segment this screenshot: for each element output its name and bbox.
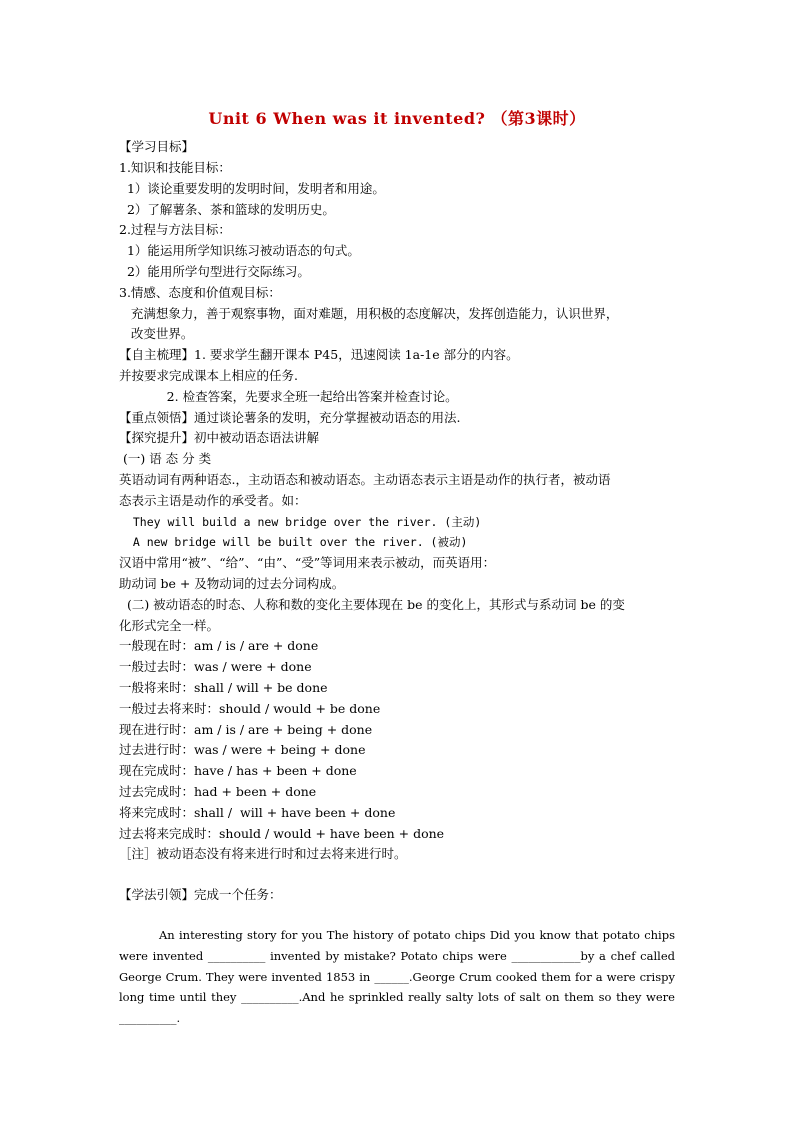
- tense-item: 现在完成时：have / has + been + done: [119, 763, 357, 778]
- key-point: 【重点领悟】通过谈论薯条的发明，充分掌握被动语态的用法.: [119, 410, 461, 425]
- section-heading-goals: 【学习目标】: [119, 139, 195, 154]
- example-passive: A new bridge will be built over the river. (被动): [119, 535, 468, 549]
- tense-item: 过去完成时：had + been + done: [119, 784, 317, 799]
- passage-text: An interesting story for you The history of potato chips Did you know that potato chips were invented __________ invented by mistake? Potato chips were ____________by a chef called George Crum. They were invented 1853 in ______.George Crum cooked them for a were crispy long time until they __________.And he sprinkled really salty lots of salt on them so they were __________.: [119, 928, 675, 1026]
- goal-process-heading: 2.过程与方法目标：: [119, 222, 231, 237]
- goal-item: 改变世界。: [119, 326, 194, 341]
- body-text: 化形式完全一样。: [119, 618, 220, 633]
- body-text: 态表示主语是动作的承受者。如：: [119, 493, 307, 508]
- goal-emotion-heading: 3.情感、态度和价值观目标：: [119, 285, 281, 300]
- method-heading: 【学法引领】完成一个任务：: [119, 887, 282, 902]
- tense-heading: (二) 被动语态的时态、人称和数的变化主要体现在 be 的变化上，其形式与系动词 be 的变: [119, 597, 625, 612]
- voice-types-heading: (一) 语 态 分 类: [119, 451, 212, 466]
- self-study-note: 并按要求完成课本上相应的任务.: [119, 368, 298, 383]
- goal-item: 2）能用所学句型进行交际练习。: [119, 264, 310, 279]
- body-text: 英语动词有两种语态.，主动语态和被动语态。主动语态表示主语是动作的执行者，被动语: [119, 472, 611, 487]
- tense-item: 现在进行时：am / is / are + being + done: [119, 722, 373, 737]
- reading-passage: [119, 925, 675, 1029]
- tense-item: 一般过去将来时：should / would + be done: [119, 701, 381, 716]
- self-study-step-1: 【自主梳理】1. 要求学生翻开课本 P45，迅速阅读 1a-1e 部分的内容。: [119, 347, 519, 362]
- tense-item: 一般过去时：was / were + done: [119, 659, 312, 674]
- tense-item: 将来完成时：shall / will + have been + done: [119, 805, 396, 820]
- body-text: 汉语中常用“被”、“给”、“由”、“受”等词用来表示被动，而英语用：: [119, 555, 496, 570]
- body-text: 助动词 be + 及物动词的过去分词构成。: [119, 576, 345, 591]
- example-active: They will build a new bridge over the river. (主动): [119, 515, 482, 529]
- self-study-step-2: 2. 检查答案，先要求全班一起给出答案并检查讨论。: [119, 389, 458, 404]
- note: ［注］被动语态没有将来进行时和过去将来进行时。: [119, 846, 407, 861]
- goal-knowledge-heading: 1.知识和技能目标：: [119, 160, 231, 175]
- goal-item: 充满想象力，善于观察事物，面对难题，用积极的态度解决，发挥创造能力，认识世界，: [119, 306, 619, 321]
- explore-heading: 【探究提升】初中被动语态语法讲解: [119, 430, 320, 445]
- tense-item: 一般现在时：am / is / are + done: [119, 638, 319, 653]
- tense-item: 过去进行时：was / were + being + done: [119, 742, 366, 757]
- goal-item: 1）谈论重要发明的发明时间，发明者和用途。: [119, 181, 385, 196]
- goal-item: 1）能运用所学知识练习被动语态的句式。: [119, 243, 360, 258]
- page-title: Unit 6 When was it invented? （第3课时）: [208, 109, 586, 128]
- tense-item: 一般将来时：shall / will + be done: [119, 680, 328, 695]
- goal-item: 2）了解薯条、茶和篮球的发明历史。: [119, 202, 335, 217]
- tense-item: 过去将来完成时：should / would + have been + done: [119, 826, 445, 841]
